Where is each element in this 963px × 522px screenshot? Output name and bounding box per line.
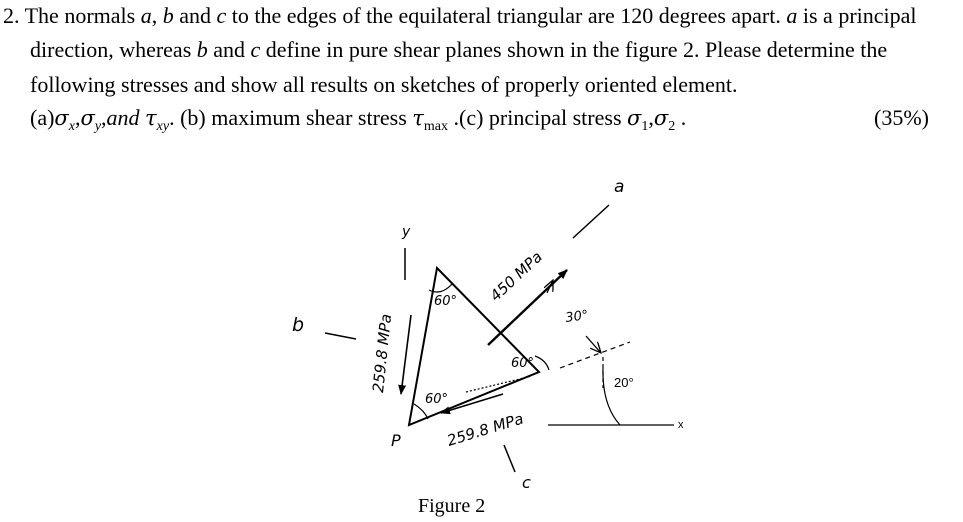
sigma-symbol: σ <box>627 106 642 130</box>
text-run: and <box>207 37 251 62</box>
sigma-symbol: σ <box>653 106 669 130</box>
part-a-label: (a) <box>30 105 55 130</box>
text-run: , <box>74 105 81 130</box>
var-c: c <box>216 3 227 28</box>
small-arrow-30 <box>586 336 601 353</box>
label-stress-left: 259.8 MPa <box>369 313 396 394</box>
text-run: The normals <box>24 3 141 28</box>
axis-a-line <box>573 205 609 238</box>
shear-arrow-bottom <box>441 394 503 413</box>
text-run: define in pure shear planes shown in the figure 2. Please determine the <box>260 37 888 62</box>
label-angle-bottom-right: 60° <box>511 356 535 371</box>
label-y: y <box>402 224 411 240</box>
axis-b-line <box>325 333 356 339</box>
text-run: , <box>101 105 107 130</box>
text-run: , <box>648 105 654 130</box>
subscript-1: 1 <box>641 119 649 134</box>
label-angle-bottom-left: 60° <box>425 392 449 407</box>
var-a: a <box>786 3 798 28</box>
dotted-bottom-edge <box>466 376 532 392</box>
var-b: b <box>196 37 208 62</box>
subscript-x: x <box>68 119 75 134</box>
label-angle-top: 60° <box>434 294 458 309</box>
sigma-symbol: σ <box>54 106 69 130</box>
var-c: c <box>250 37 261 62</box>
tau-symbol: τ <box>145 106 157 130</box>
label-c: c <box>522 473 531 492</box>
label-stress-bottom: 259.8 MPa <box>444 409 526 450</box>
subscript-max: max <box>423 119 449 134</box>
shear-arrow-left <box>401 315 411 394</box>
points-label: (35%) <box>874 105 929 130</box>
label-x: x <box>678 419 684 431</box>
text-run: following stresses and show all results on sketches of properly oriented element. <box>30 72 738 97</box>
text-run: and <box>173 3 217 28</box>
text-run: to the edges of the equilateral triangular are 120 degrees apart. <box>226 3 787 28</box>
axis-c-line <box>504 445 515 472</box>
var-b: b <box>162 3 174 28</box>
subscript-2: 2 <box>668 119 676 134</box>
label-angle-30: 30° <box>564 307 590 326</box>
text-run: . <box>675 105 687 130</box>
text-run: . <box>169 105 175 130</box>
and-italic: and <box>106 105 140 130</box>
var-a: a <box>140 3 152 28</box>
sigma-symbol: σ <box>80 106 95 130</box>
part-c-label: .(c) principal stress <box>448 105 628 130</box>
figure-caption: Figure 2 <box>418 495 486 517</box>
label-a: a <box>614 177 625 197</box>
text-run: , <box>151 3 163 28</box>
tau-symbol: τ <box>412 106 424 130</box>
label-angle-20: 20° <box>614 375 634 390</box>
label-stress-450: 450 MPa <box>486 247 546 305</box>
part-b-label: (b) maximum shear stress <box>174 105 413 130</box>
subscript-xy: xy <box>156 119 170 134</box>
label-p: P <box>391 431 401 450</box>
angle-arc-bottom-right <box>535 356 549 370</box>
text-run: direction, whereas <box>30 37 197 62</box>
problem-number: 2. <box>3 3 20 28</box>
label-b: b <box>292 314 305 336</box>
subscript-y: y <box>94 119 102 134</box>
text-run: is a principal <box>797 3 917 28</box>
